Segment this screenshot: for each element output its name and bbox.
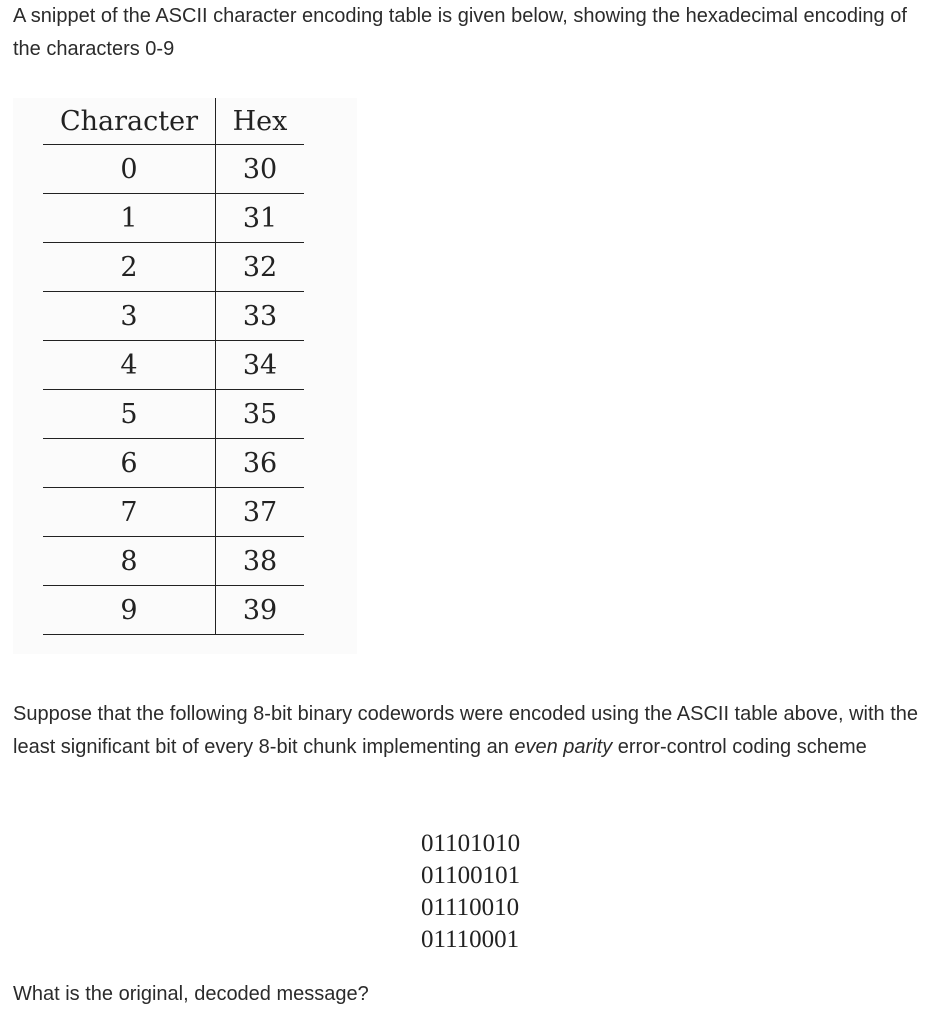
- cell-hex: 30: [216, 145, 305, 194]
- table-row: [43, 439, 304, 488]
- header-hex: Hex: [216, 98, 305, 145]
- final-question: What is the original, decoded message?: [13, 983, 369, 1005]
- table-row: [43, 537, 304, 586]
- cell-hex: 33: [216, 292, 305, 341]
- ascii-table-panel: [13, 98, 357, 654]
- ascii-table: [43, 98, 304, 635]
- header-character: Character: [59, 105, 198, 137]
- codeword-list: [421, 828, 520, 956]
- cell-character: 5: [120, 398, 138, 430]
- cell-character: 2: [120, 251, 138, 283]
- intro-paragraph: A snippet of the ASCII character encoding table is given below, showing the hexadecimal encoding of the characters 0-9: [13, 5, 907, 60]
- cell-character: 3: [120, 300, 138, 332]
- table-header-row: [43, 98, 304, 145]
- table-row: [43, 341, 304, 390]
- cell-character: 0: [120, 153, 138, 185]
- cell-character: 9: [120, 594, 138, 626]
- question-text-after: error-control coding scheme: [612, 736, 867, 758]
- codeword: 01110001: [421, 926, 520, 953]
- table-row: [43, 145, 304, 194]
- table-row: [43, 194, 304, 243]
- cell-hex: 34: [216, 341, 305, 390]
- cell-hex: 38: [216, 537, 305, 586]
- cell-character: 6: [120, 447, 138, 479]
- question-text-before: Suppose that the following 8-bit binary codewords were encoded using the ASCII table above, with the least significant bit of every 8-bit chunk implementing an: [13, 703, 919, 758]
- codeword: 01110010: [421, 894, 520, 921]
- cell-hex: 32: [216, 243, 305, 292]
- codeword: 01100101: [421, 862, 521, 889]
- cell-hex: 35: [216, 390, 305, 439]
- cell-character: 1: [120, 202, 138, 234]
- cell-hex: 36: [216, 439, 305, 488]
- cell-character: 7: [120, 496, 138, 528]
- table-row: [43, 586, 304, 635]
- cell-hex: 39: [216, 586, 305, 635]
- table-row: [43, 243, 304, 292]
- table-row: [43, 292, 304, 341]
- cell-hex: 31: [216, 194, 305, 243]
- table-row: [43, 390, 304, 439]
- question-emphasis: even parity: [514, 736, 613, 758]
- cell-hex: 37: [216, 488, 305, 537]
- question-paragraph: [13, 698, 933, 764]
- cell-character: 4: [120, 349, 138, 381]
- table-row: [43, 488, 304, 537]
- codeword: 01101010: [421, 830, 521, 857]
- cell-character: 8: [120, 545, 138, 577]
